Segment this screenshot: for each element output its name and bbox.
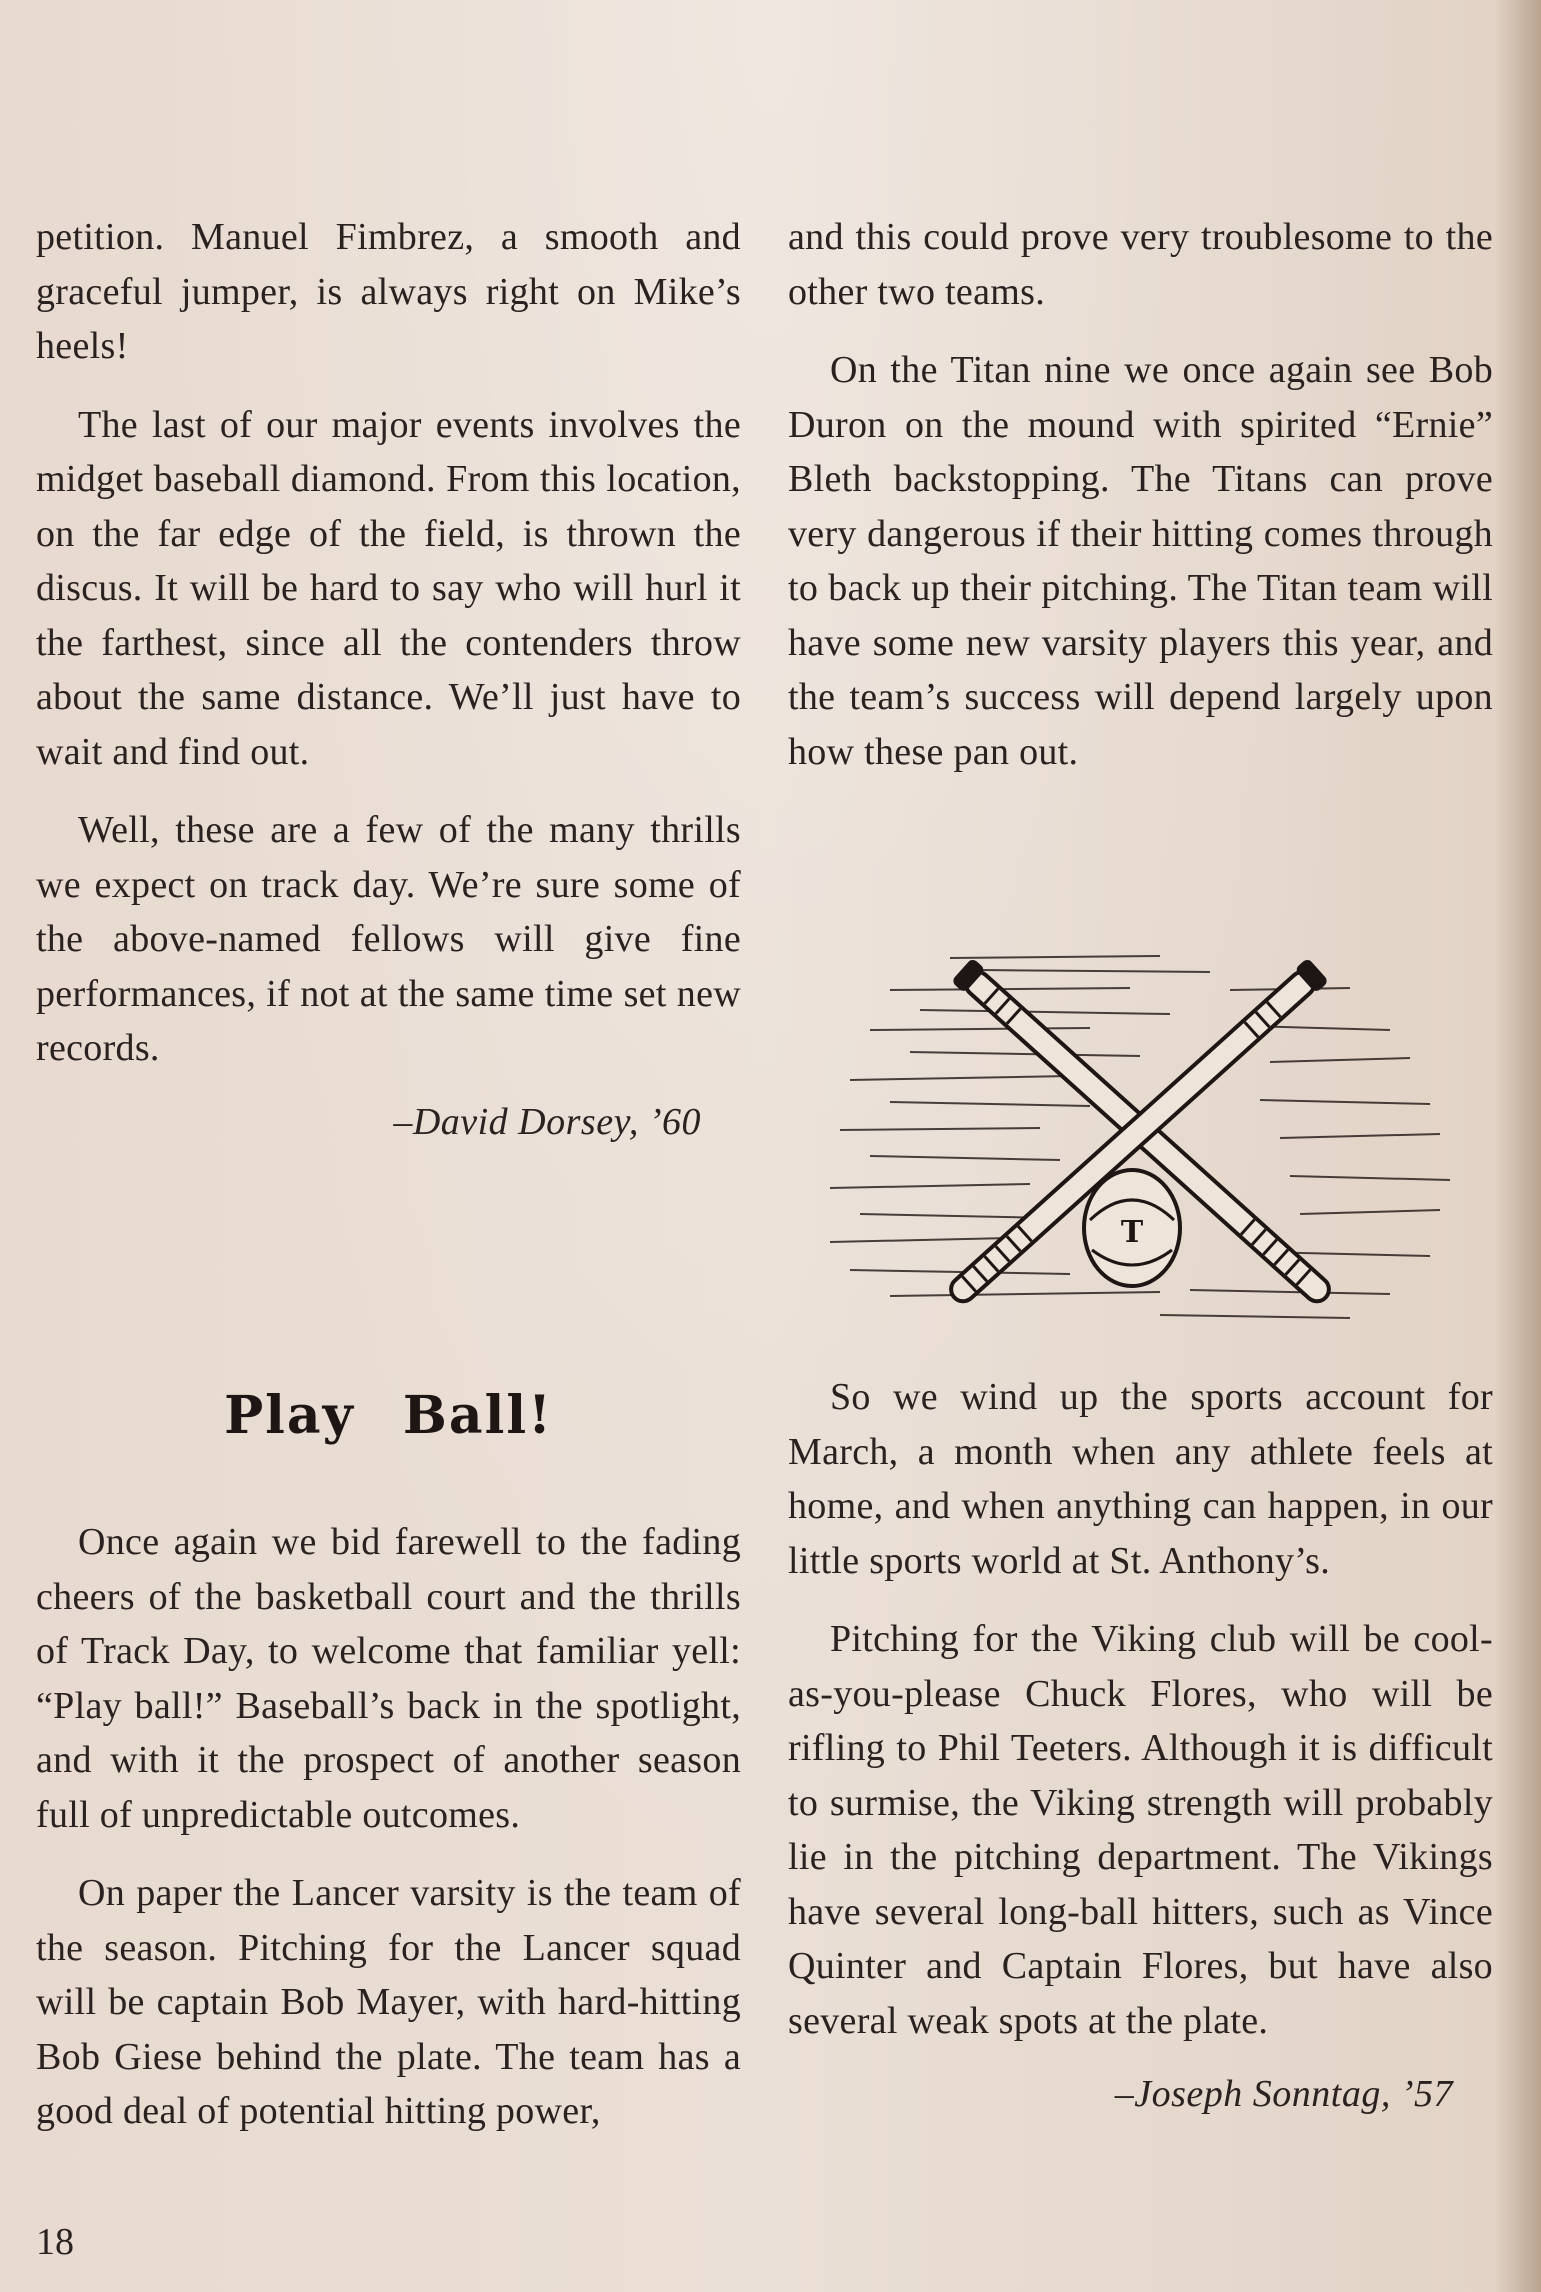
cap-letter: T	[1120, 1215, 1144, 1250]
paragraph: The last of our major events involves the midget baseball diamond. From this location, on the far edge of the field, is thrown the discus. It will be hard to say who will hurl it the farthest, since all the contenders throw about the same distance. We’ll just have to wait and find out.	[36, 403, 741, 773]
right-column-bottom	[788, 1370, 1493, 2116]
paragraph: Once again we bid farewell to the fading cheers of the basketball court and the thrills of Track Day, to welcome that familiar yell: “Play ball!” Baseball’s back in the spotlight, and with it the prospect of another season full of unpredictable outcomes.	[36, 1521, 741, 1836]
article-heading: Play Ball!	[224, 1385, 553, 1446]
page-number: 18	[36, 2221, 74, 2263]
paragraph: and this could prove very troublesome to the other two teams.	[788, 216, 1493, 313]
paragraph: petition. Manuel Fimbrez, a smooth and graceful jumper, is always right on Mike’s heels!	[36, 216, 741, 367]
byline-joseph-sonntag: –Joseph Sonntag, ’57	[1114, 2073, 1453, 2115]
left-column-bottom	[36, 1515, 741, 2163]
paragraph: So we wind up the sports account for March, a month when any athlete feels at home, and when anything can happen, in our little sports world at St. Anthony’s.	[788, 1376, 1493, 1582]
paragraph: On paper the Lancer varsity is the team of the season. Pitching for the Lancer squad will be captain Bob Mayer, with hard-hitting Bob Giese behind the plate. The team has a good deal of potential hitting power,	[36, 1872, 741, 2132]
paragraph: Well, these are a few of the many thrills we expect on track day. We’re sure some of the above-named fellows will give fine performances, if not at the same time set new records.	[36, 809, 741, 1069]
paragraph: On the Titan nine we once again see Bob Duron on the mound with spirited “Ernie” Bleth backstopping. The Titans can prove very dangerous if their hitting comes through to back up their pitching. The Titan team will have some new varsity players this year, and the team’s success will depend largely upon how these pan out.	[788, 349, 1493, 773]
left-column-top	[36, 210, 741, 1144]
baseball-cap-icon	[1084, 1170, 1180, 1286]
right-column-top	[788, 210, 1493, 803]
crossed-bats-illustration	[830, 930, 1450, 1330]
paragraph: Pitching for the Viking club will be cool-as-you-please Chuck Flores, who will be rifling to Phil Teeters. Although it is difficult to surmise, the Viking strength will probably lie in the pitching department. The Vikings have several long-ball hitters, such as Vince Quinter and Captain Flores, but have also several weak spots at the plate.	[788, 1618, 1493, 2042]
byline-david-dorsey: –David Dorsey, ’60	[393, 1100, 701, 1143]
